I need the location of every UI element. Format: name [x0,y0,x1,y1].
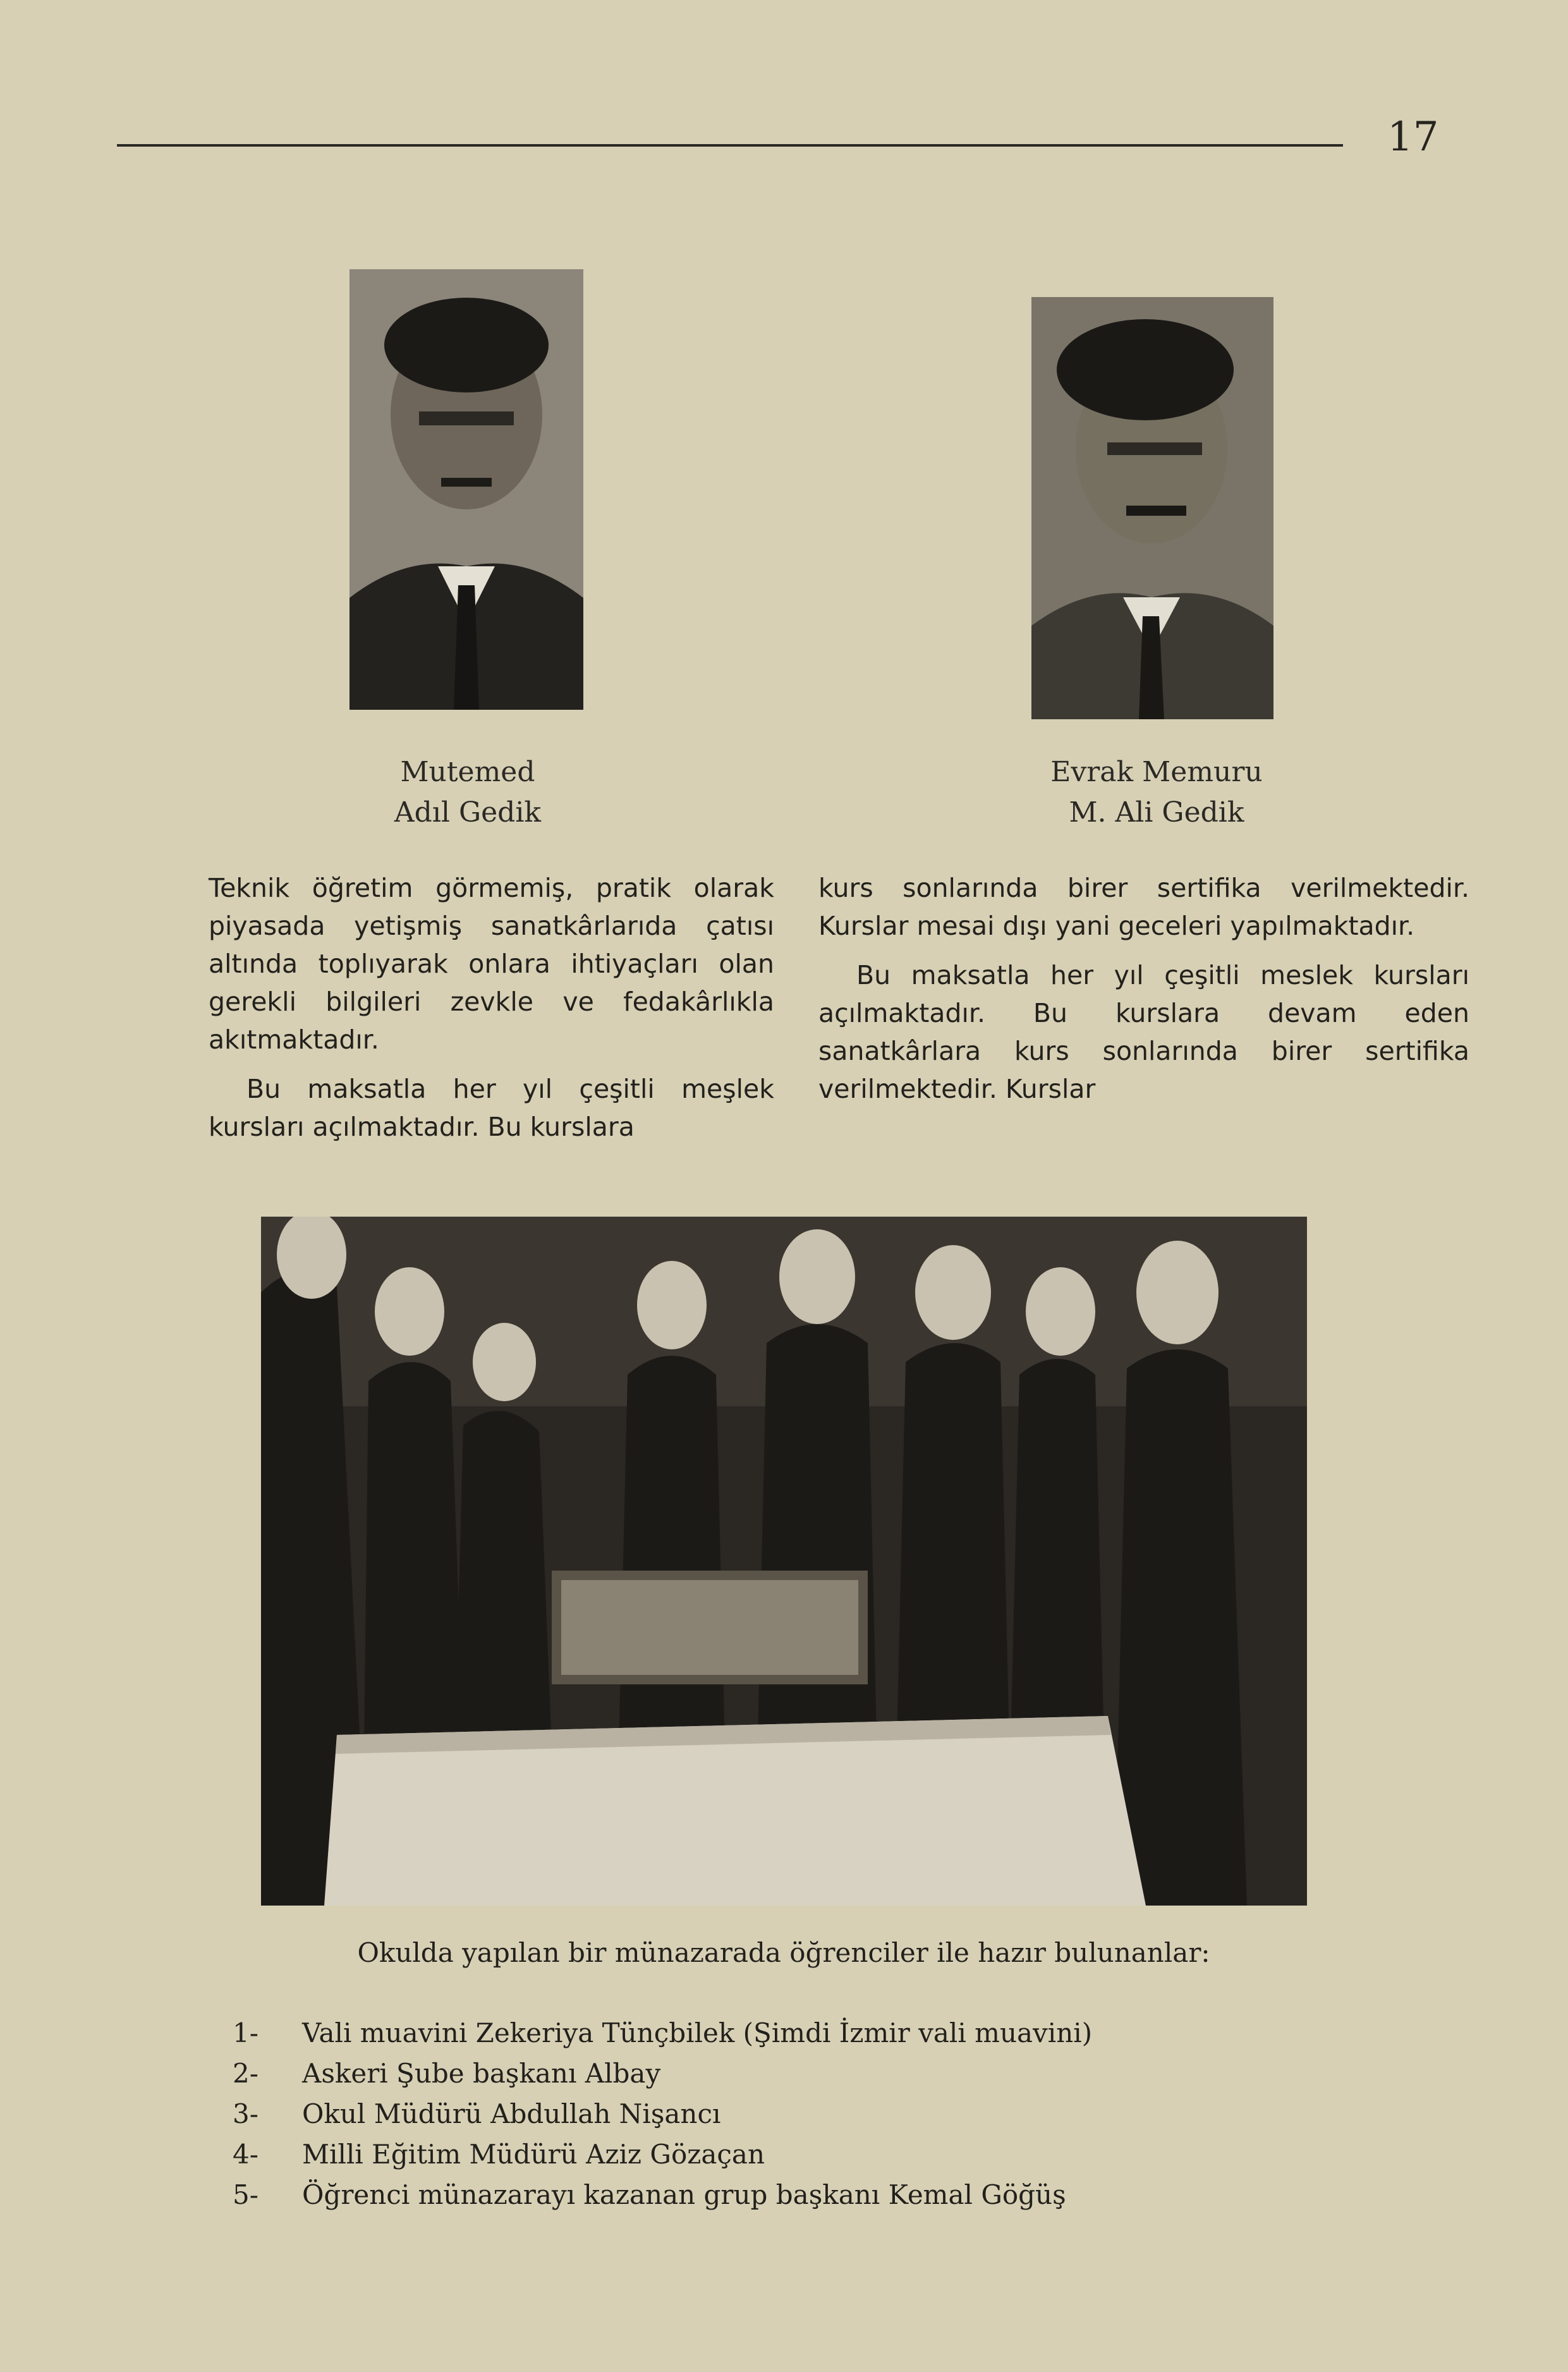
portrait-title-left: Mutemed [400,756,535,788]
list-text: Milli Eğitim Müdürü Aziz Gözaçan [302,2139,765,2170]
list-item [233,2175,1307,2215]
list-number: 4- [233,2139,258,2170]
paragraph: Bu maksatla her yıl çeşitli meslek kursları açılmaktadır. Bu kurslara devam eden sanatkârlara kurs sonlarında birer sertifika verilmektedir. Kurslar [818,960,1469,1104]
list-item [233,2013,1307,2053]
list-number: 3- [233,2098,258,2129]
portrait-photo-left [349,269,583,710]
portrait-title-right: Evrak Memuru [1050,756,1263,788]
header-rule [117,144,1343,147]
list-item [233,2134,1307,2175]
photo-caption: Okulda yapılan bir münazarada öğrenciler ile hazır bulunanlar: [357,1937,1210,1968]
list-text: Öğrenci münazarayı kazanan grup başkanı Kemal Göğüş [302,2179,1066,2210]
portrait-name-right: M. Ali Gedik [1069,796,1244,829]
list-number: 1- [233,2017,258,2048]
portrait-name-left: Adıl Gedik [394,796,542,829]
list-text: Okul Müdürü Abdullah Nişancı [302,2098,721,2129]
portrait-photo-right [1031,297,1273,719]
list-number: 2- [233,2058,258,2089]
list-item [233,2053,1307,2094]
portrait-caption-left [335,752,600,833]
list-number: 5- [233,2179,258,2210]
group-photo [261,1217,1307,1906]
text-column-right [818,869,1469,1108]
list-text: Askeri Şube başkanı Albay [302,2058,661,2089]
portrait-caption-right [992,752,1321,833]
paragraph: Bu maksatla her yıl çeşitli meşlek kursları açılmaktadır. Bu kurslara [209,1074,774,1142]
list-item [233,2094,1307,2134]
list-text: Vali muavini Zekeriya Tünçbilek (Şimdi İzmir vali muavini) [302,2017,1093,2048]
text-column-left [209,869,774,1146]
paragraph: Teknik öğretim görmemiş, pratik olarak piyasada yetişmiş sanatkârlarıda çatısı altında toplıyarak onlara ihtiyaçları olan gerekli bilgileri zevkle ve fedakârlıkla akıtmaktadır. [209,873,774,1055]
page-number: 17 [1387,114,1439,161]
attendee-list [233,2013,1307,2215]
paragraph: kurs sonlarında birer sertifika verilmektedir. Kurslar mesai dışı yani geceleri yapılmaktadır. [818,873,1469,941]
